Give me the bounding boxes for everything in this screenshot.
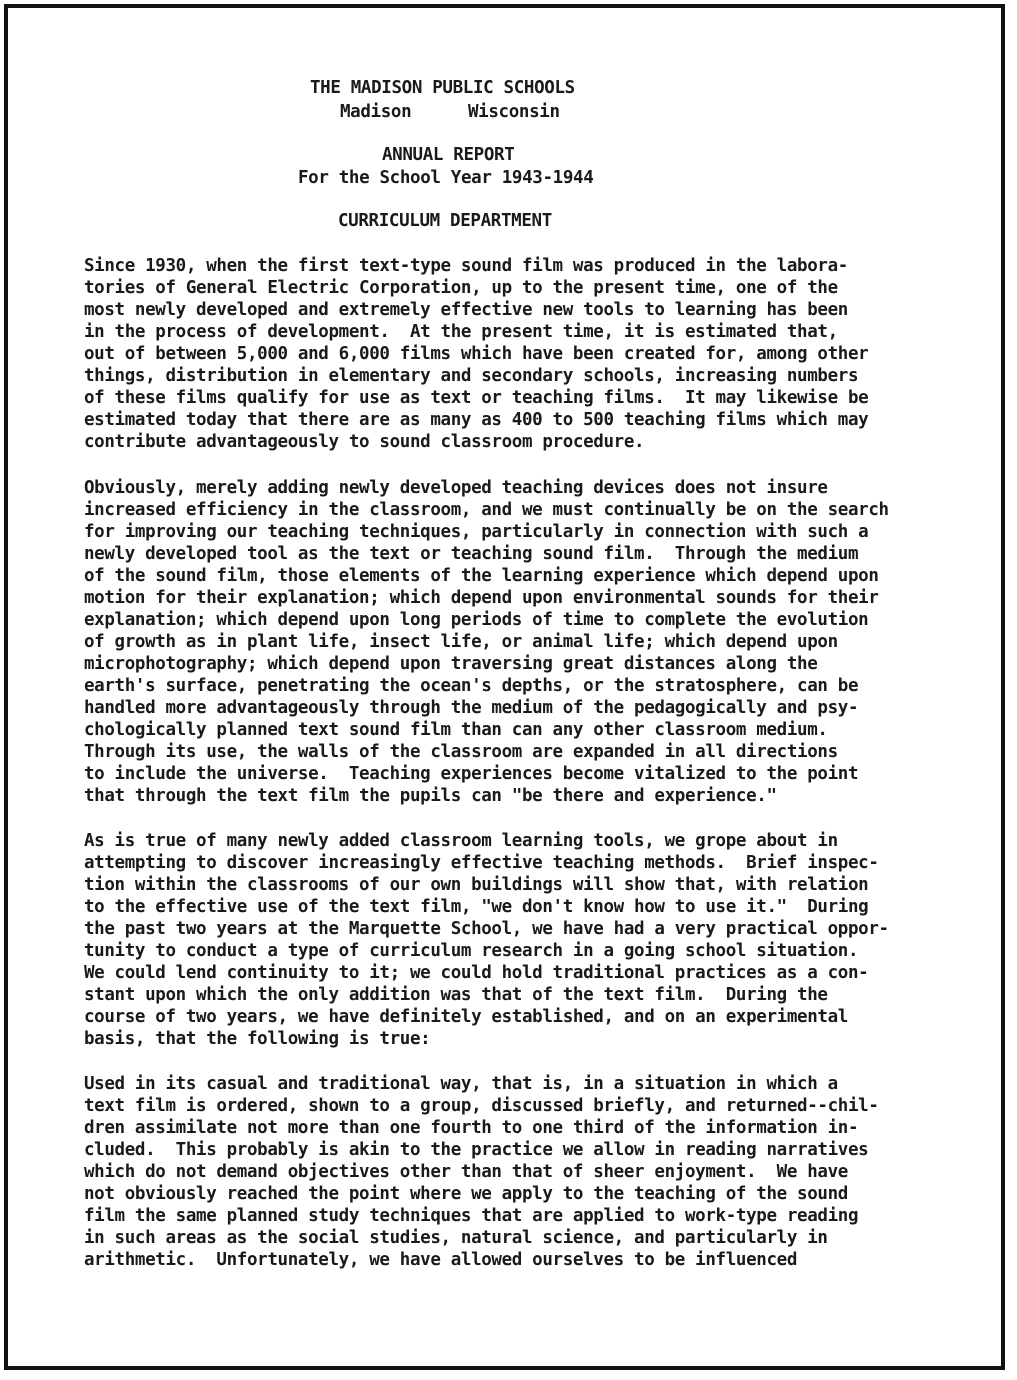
- text-line: contribute advantageously to sound classroom procedure.: [84, 432, 645, 452]
- text-line: Since 1930, when the first text-type sound film was produced in the labora-: [84, 256, 848, 276]
- text-line: motion for their explanation; which depend upon environmental sounds for their: [84, 588, 879, 608]
- text-line: Used in its casual and traditional way, that is, in a situation in which a: [84, 1074, 838, 1094]
- school-year: For the School Year 1943-1944: [298, 168, 594, 188]
- text-line: We could lend continuity to it; we could hold traditional practices as a con-: [84, 963, 869, 983]
- text-line: arithmetic. Unfortunately, we have allowed ourselves to be influenced: [84, 1250, 798, 1270]
- text-line: most newly developed and extremely effective new tools to learning has been: [84, 300, 848, 320]
- text-line: for improving our teaching techniques, particularly in connection with such a: [84, 522, 869, 542]
- text-line: dren assimilate not more than one fourth to one third of the information in-: [84, 1118, 859, 1138]
- text-line: tion within the classrooms of our own buildings will show that, with relation: [84, 875, 869, 895]
- text-line: earth's surface, penetrating the ocean's depths, or the stratosphere, can be: [84, 676, 859, 696]
- department-heading: CURRICULUM DEPARTMENT: [338, 211, 552, 231]
- text-line: of growth as in plant life, insect life, or animal life; which depend upon: [84, 632, 838, 652]
- state-label: Wisconsin: [468, 102, 560, 122]
- paragraph-4: [84, 1073, 934, 1271]
- text-line: not obviously reached the point where we apply to the teaching of the sound: [84, 1184, 848, 1204]
- text-line: As is true of many newly added classroom learning tools, we grope about in: [84, 831, 838, 851]
- paragraph-3: [84, 830, 934, 1050]
- text-line: the past two years at the Marquette School, we have had a very practical oppor-: [84, 919, 889, 939]
- text-line: Obviously, merely adding newly developed teaching devices does not insure: [84, 478, 828, 498]
- text-line: to include the universe. Teaching experiences become vitalized to the point: [84, 764, 859, 784]
- text-line: explanation; which depend upon long periods of time to complete the evolution: [84, 610, 869, 630]
- text-line: that through the text film the pupils can "be there and experience.": [84, 786, 777, 806]
- text-line: course of two years, we have definitely established, and on an experimental: [84, 1007, 848, 1027]
- text-line: things, distribution in elementary and secondary schools, increasing numbers: [84, 366, 859, 386]
- text-line: Through its use, the walls of the classroom are expanded in all directions: [84, 742, 838, 762]
- text-line: basis, that the following is true:: [84, 1029, 431, 1049]
- text-line: of these films qualify for use as text or teaching films. It may likewise be: [84, 388, 869, 408]
- text-line: which do not demand objectives other than that of sheer enjoyment. We have: [84, 1162, 848, 1182]
- text-line: chologically planned text sound film than can any other classroom medium.: [84, 720, 828, 740]
- org-heading: THE MADISON PUBLIC SCHOOLS: [310, 78, 575, 98]
- text-line: increased efficiency in the classroom, and we must continually be on the search: [84, 500, 889, 520]
- text-line: cluded. This probably is akin to the practice we allow in reading narratives: [84, 1140, 869, 1160]
- text-line: microphotography; which depend upon traversing great distances along the: [84, 654, 818, 674]
- text-line: tories of General Electric Corporation, up to the present time, one of the: [84, 278, 838, 298]
- city-label: Madison: [340, 102, 412, 122]
- text-line: estimated today that there are as many as 400 to 500 teaching films which may: [84, 410, 869, 430]
- text-line: out of between 5,000 and 6,000 films which have been created for, among other: [84, 344, 869, 364]
- report-title: ANNUAL REPORT: [382, 145, 515, 165]
- paragraph-2: [84, 477, 934, 807]
- text-line: in such areas as the social studies, natural science, and particularly in: [84, 1228, 828, 1248]
- text-line: stant upon which the only addition was that of the text film. During the: [84, 985, 828, 1005]
- text-line: of the sound film, those elements of the learning experience which depend upon: [84, 566, 879, 586]
- text-line: attempting to discover increasingly effective teaching methods. Brief inspec-: [84, 853, 879, 873]
- text-line: newly developed tool as the text or teaching sound film. Through the medium: [84, 544, 859, 564]
- text-line: handled more advantageously through the medium of the pedagogically and psy-: [84, 698, 859, 718]
- text-line: to the effective use of the text film, "we don't know how to use it." During: [84, 897, 869, 917]
- paragraph-1: [84, 255, 934, 453]
- text-line: in the process of development. At the present time, it is estimated that,: [84, 322, 838, 342]
- text-line: film the same planned study techniques that are applied to work-type reading: [84, 1206, 859, 1226]
- text-line: text film is ordered, shown to a group, discussed briefly, and returned--chil-: [84, 1096, 879, 1116]
- text-line: tunity to conduct a type of curriculum research in a going school situation.: [84, 941, 859, 961]
